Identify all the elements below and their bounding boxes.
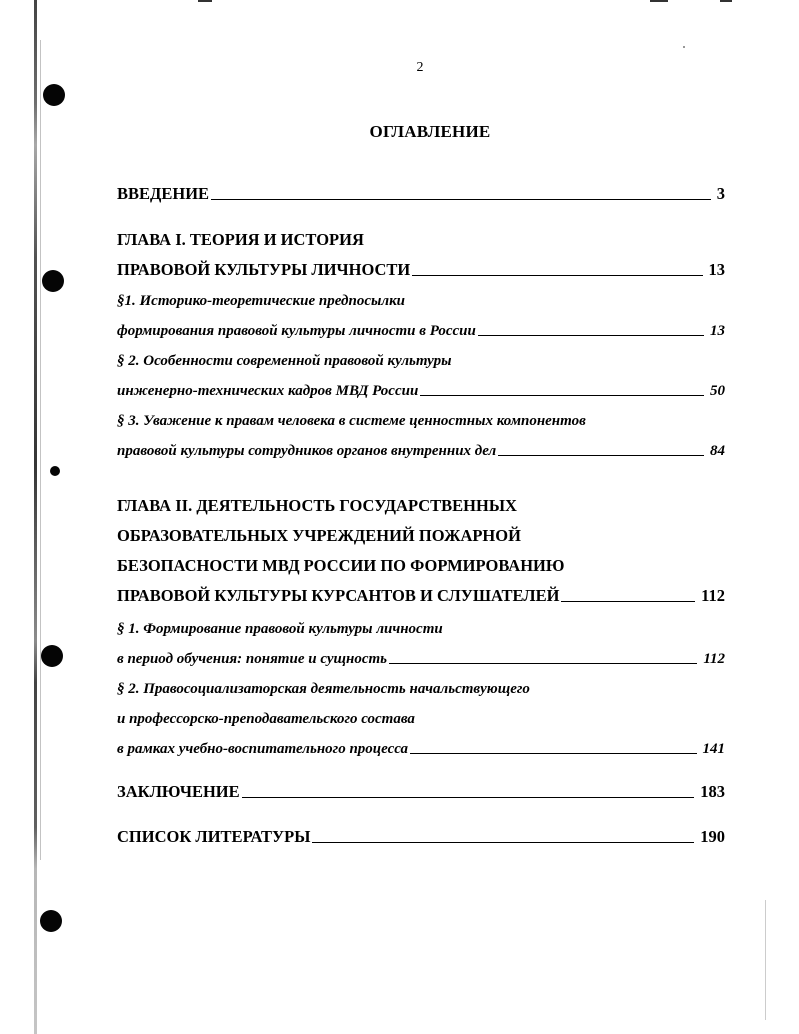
toc-entry-conclusion[interactable] bbox=[117, 778, 725, 802]
toc-chapter2-heading bbox=[117, 522, 725, 546]
toc-page-number: 183 bbox=[700, 782, 725, 801]
toc-entry-text: ГЛАВА I. ТЕОРИЯ И ИСТОРИЯ bbox=[117, 230, 364, 249]
toc-entry-text: в рамках учебно-воспитательного процесса bbox=[117, 741, 409, 757]
toc-entry-section-1-3[interactable] bbox=[117, 436, 725, 460]
toc-entry-text: правовой культуры сотрудников органов внутренних дел bbox=[117, 443, 497, 459]
leader-line bbox=[312, 841, 694, 843]
scan-binding-edge bbox=[34, 0, 37, 1034]
toc-entry-text: § 2. Особенности современной правовой культуры bbox=[117, 353, 452, 369]
toc-entry-text: § 3. Уважение к правам человека в системе ценностных компонентов bbox=[117, 413, 586, 429]
toc-section-heading bbox=[117, 674, 725, 698]
toc-page-number: 112 bbox=[701, 586, 725, 605]
toc-entry-text: СПИСОК ЛИТЕРАТУРЫ bbox=[117, 827, 311, 846]
page-number: 2 bbox=[416, 60, 424, 75]
toc-entry-text: ЗАКЛЮЧЕНИЕ bbox=[117, 782, 240, 801]
toc-page-number: 13 bbox=[708, 260, 725, 279]
punch-hole bbox=[43, 84, 65, 106]
toc-entry-section-2-2[interactable] bbox=[117, 734, 725, 758]
toc-section-heading bbox=[117, 406, 725, 430]
scan-top-mark bbox=[198, 0, 212, 2]
scan-top-mark bbox=[720, 0, 732, 2]
toc-entry-text: § 1. Формирование правовой культуры личности bbox=[117, 621, 443, 637]
toc-entry-text: §1. Историко-теоретические предпосылки bbox=[117, 293, 406, 309]
leader-line bbox=[498, 454, 704, 456]
punch-hole bbox=[42, 270, 64, 292]
leader-line bbox=[410, 752, 696, 754]
toc-page-number: 112 bbox=[703, 651, 725, 667]
leader-line bbox=[242, 796, 695, 798]
scan-speck bbox=[50, 466, 60, 476]
toc-section-heading bbox=[117, 286, 725, 310]
toc-chapter1-heading bbox=[117, 226, 725, 250]
toc-page-number: 13 bbox=[710, 323, 725, 339]
scan-speck bbox=[683, 46, 685, 48]
toc-entry-text: ГЛАВА II. ДЕЯТЕЛЬНОСТЬ ГОСУДАРСТВЕННЫХ bbox=[117, 496, 517, 515]
toc-section-heading bbox=[117, 346, 725, 370]
toc-entry-text: и профессорско-преподавательского состава bbox=[117, 711, 415, 727]
toc-entry-text: формирования правовой культуры личности в России bbox=[117, 323, 476, 339]
leader-line bbox=[561, 600, 695, 602]
leader-line bbox=[412, 274, 702, 276]
toc-entry-section-1-2[interactable] bbox=[117, 376, 725, 400]
toc-entry-introduction[interactable] bbox=[117, 180, 725, 204]
toc-page-number: 84 bbox=[710, 443, 725, 459]
toc-entry-bibliography[interactable] bbox=[117, 823, 725, 847]
toc-entry-text: инженерно-технических кадров МВД России bbox=[117, 383, 419, 399]
punch-hole bbox=[40, 910, 62, 932]
toc-entry-text: в период обучения: понятие и сущность bbox=[117, 651, 388, 667]
toc-page-number: 141 bbox=[702, 741, 725, 757]
leader-line bbox=[389, 662, 697, 664]
toc-entry-chapter1[interactable] bbox=[117, 256, 725, 280]
toc-title: ОГЛАВЛЕНИЕ bbox=[369, 122, 491, 141]
toc-page-number: 190 bbox=[700, 827, 725, 846]
toc-section-heading bbox=[117, 704, 725, 728]
toc-entry-text: § 2. Правосоциализаторская деятельность начальствующего bbox=[117, 681, 530, 697]
toc-chapter2-heading bbox=[117, 552, 725, 576]
scan-edge-line bbox=[765, 900, 766, 1020]
scan-top-mark bbox=[650, 0, 668, 2]
punch-hole bbox=[41, 645, 63, 667]
scan-binding-shadow bbox=[40, 40, 41, 860]
toc-entry-text: БЕЗОПАСНОСТИ МВД РОССИИ ПО ФОРМИРОВАНИЮ bbox=[117, 556, 565, 575]
toc-entry-text: ПРАВОВОЙ КУЛЬТУРЫ КУРСАНТОВ И СЛУШАТЕЛЕЙ bbox=[117, 586, 560, 605]
toc-entry-text: ОБРАЗОВАТЕЛЬНЫХ УЧРЕЖДЕНИЙ ПОЖАРНОЙ bbox=[117, 526, 521, 545]
toc-entry-section-1-1[interactable] bbox=[117, 316, 725, 340]
leader-line bbox=[478, 334, 704, 336]
toc-chapter2-heading bbox=[117, 492, 725, 516]
toc-page-number: 50 bbox=[710, 383, 725, 399]
leader-line bbox=[211, 198, 711, 200]
toc-page-number: 3 bbox=[716, 184, 725, 203]
toc-entry-section-2-1[interactable] bbox=[117, 644, 725, 668]
toc-entry-text: ПРАВОВОЙ КУЛЬТУРЫ ЛИЧНОСТИ bbox=[117, 260, 411, 279]
toc-section-heading bbox=[117, 614, 725, 638]
toc-entry-chapter2[interactable] bbox=[117, 582, 725, 606]
toc-entry-text: ВВЕДЕНИЕ bbox=[117, 184, 210, 203]
leader-line bbox=[420, 394, 704, 396]
